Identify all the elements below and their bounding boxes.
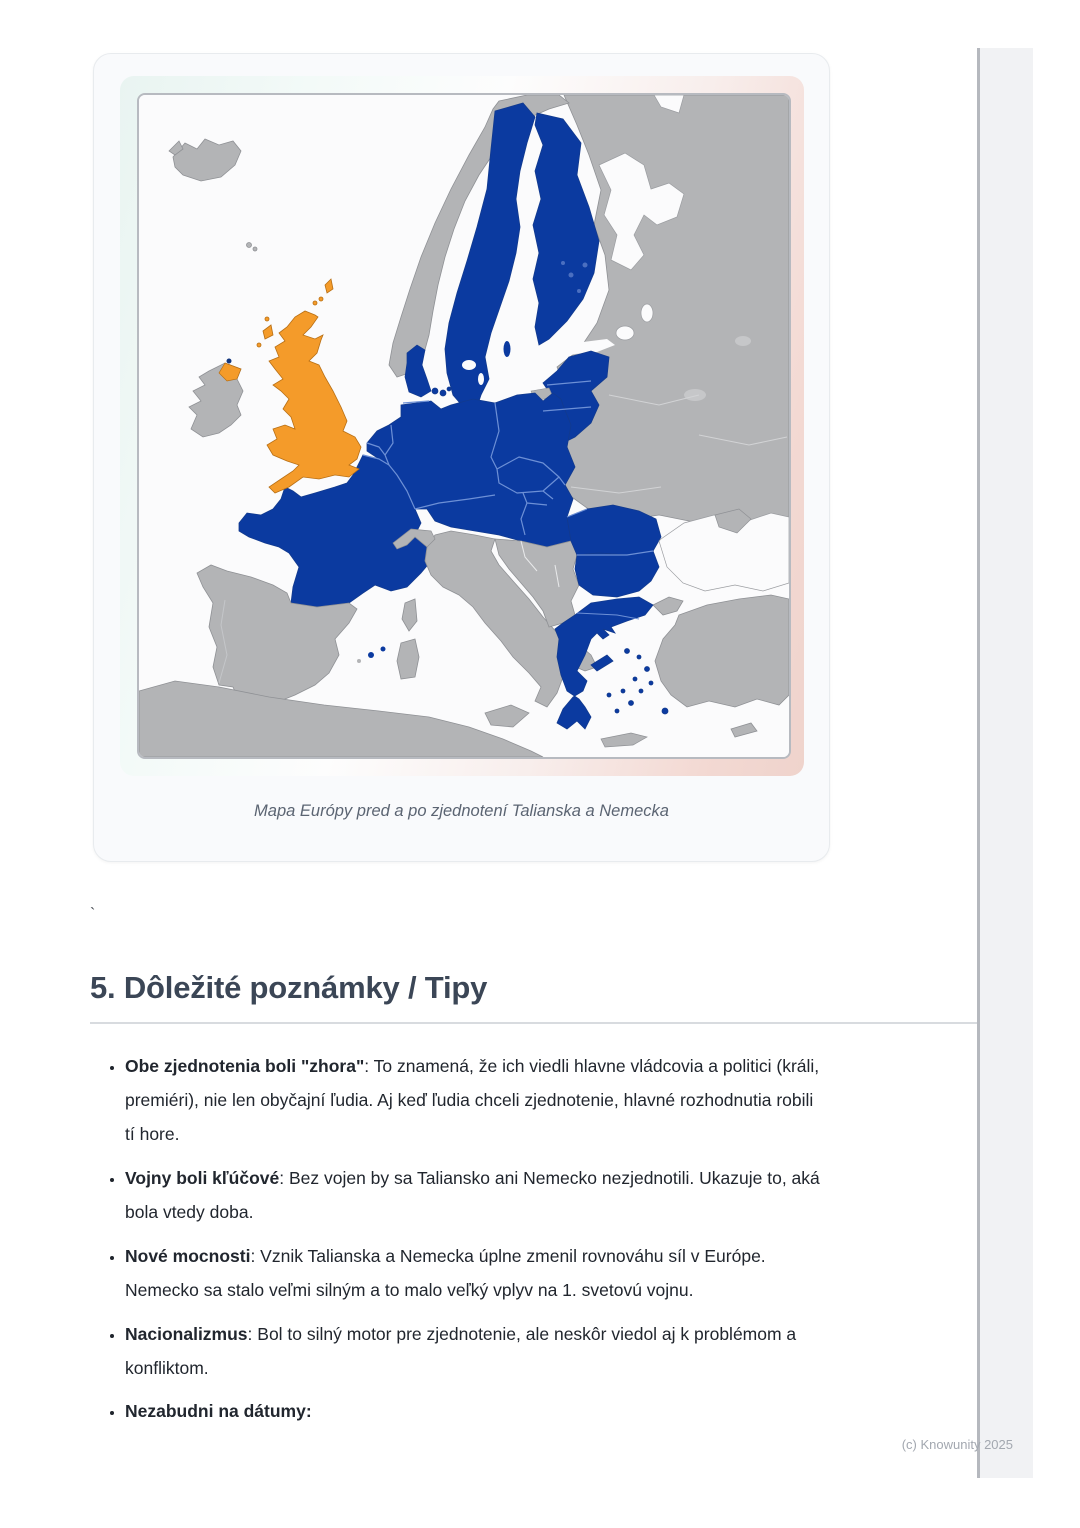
list-item: [125, 1318, 825, 1386]
map-texture-patch-2: [735, 336, 751, 346]
map-island-gotland: [503, 341, 510, 357]
list-item-lead: Nezabudni na dátumy:: [125, 1401, 312, 1422]
section-heading: 5. Dôležité poznámky / Tipy: [90, 970, 1008, 1024]
map-marker-dot: [226, 359, 231, 364]
list-item-body: : Vznik Talianska a Nemecka úplne zmenil rovnováhu síl v Európe. Nemecko sa stalo veľmi silným a to malo veľký vplyv na 1. svetovú vojnu.: [125, 1245, 766, 1300]
list-item: [125, 1162, 825, 1230]
list-item-lead: Nové mocnosti: [125, 1245, 251, 1266]
list-item: [125, 1240, 825, 1308]
map-texture-patch: [684, 389, 706, 401]
map-countries-romania-bulgaria: [567, 505, 661, 597]
list-item-lead: Vojny boli kľúčové: [125, 1167, 280, 1188]
stray-backtick: `: [90, 906, 96, 923]
list-item-body: : Bol to silný motor pre zjednotenie, ale neskôr viedol aj k problémom a konfliktom.: [125, 1323, 797, 1378]
list-item-lead: Nacionalizmus: [125, 1323, 248, 1344]
europe-map: [139, 95, 789, 757]
map-lake-vattern: [478, 373, 484, 385]
map-lake-vanern: [462, 360, 476, 370]
map-frame: [120, 76, 804, 776]
list-item: [125, 1395, 825, 1429]
list-item-lead: Obe zjednotenia boli "zhora": [125, 1056, 365, 1076]
scrollbar-track[interactable]: [977, 48, 1033, 1478]
list-item-body: : To znamená, že ich viedli hlavne vládcovia a politici (králi, premiéri), nie len obyčajní ľudia. Aj keď ľudia chceli zjednotenie, hlavné rozhodnutia robili tí hore.: [125, 1056, 820, 1144]
notes-list: [90, 1050, 825, 1429]
map-image: [137, 93, 791, 759]
list-item: [125, 1050, 825, 1152]
figure-card: [93, 53, 830, 862]
watermark: (c) Knowunity 2025: [901, 1437, 1013, 1452]
list-item-body: : Bez vojen by sa Taliansko ani Nemecko nezjednotili. Ukazuje to, aká bola vtedy doba.: [125, 1167, 820, 1222]
figure-caption: Mapa Európy pred a po zjednotení Talianska a Nemecka: [254, 802, 669, 820]
